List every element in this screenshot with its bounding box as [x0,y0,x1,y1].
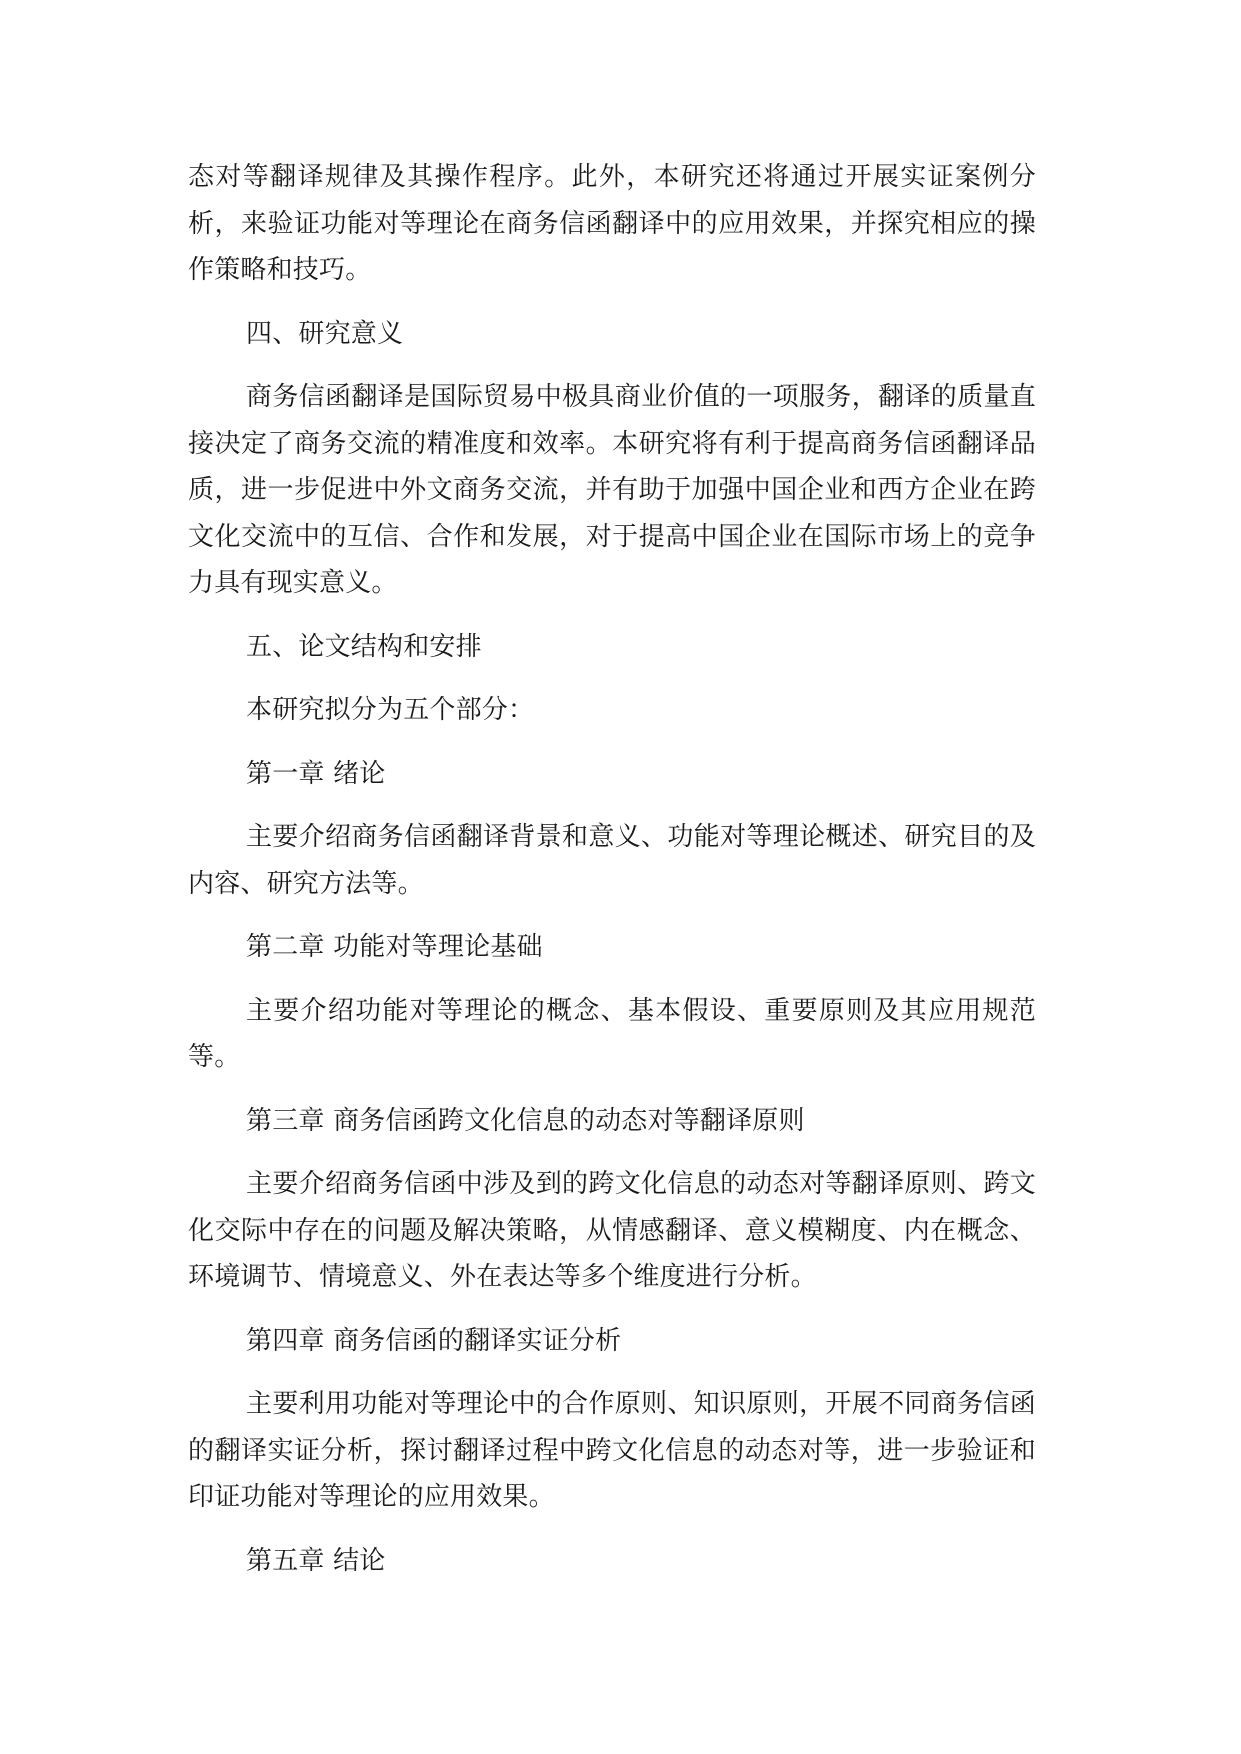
chapter-heading-5: 第五章 结论 [246,1545,386,1576]
chapter-description-4: 主要利用功能对等理论中的合作原则、知识原则，开展不同商务信函的翻译实证分析，探讨翻译过程中跨文化信息的动态对等，进一步验证和印证功能对等理论的应用效果。 [188,1389,1036,1512]
paragraph-research-content-continued: 态对等翻译规律及其操作程序。此外，本研究还将通过开展实证案例分析，来验证功能对等理论在商务信函翻译中的应用效果，并探究相应的操作策略和技巧。 [188,162,1036,285]
chapter-heading-1: 第一章 绪论 [246,758,386,789]
section-heading-thesis-structure: 五、论文结构和安排 [246,631,482,662]
document-body [188,154,1036,1584]
chapter-description-2: 主要介绍功能对等理论的概念、基本假设、重要原则及其应用规范等。 [188,995,1036,1072]
chapter-heading-2: 第二章 功能对等理论基础 [246,932,543,962]
section-heading-research-significance: 四、研究意义 [246,318,404,349]
chapter-description-3: 主要介绍商务信函中涉及到的跨文化信息的动态对等翻译原则、跨文化交际中存在的问题及解决策略，从情感翻译、意义模糊度、内在概念、环境调节、情境意义、外在表达等多个维度进行分析。 [188,1169,1036,1292]
chapter-heading-3: 第三章 商务信函跨文化信息的动态对等翻译原则 [246,1105,805,1136]
chapter-heading-4: 第四章 商务信函的翻译实证分析 [246,1325,622,1356]
paragraph-research-significance: 商务信函翻译是国际贸易中极具商业价值的一项服务，翻译的质量直接决定了商务交流的精准度和效率。本研究将有利于提高商务信函翻译品质，进一步促进中外文商务交流，并有助于加强中国企业和西方企业在跨文化交流中的互信、合作和发展，对于提高中国企业在国际市场上的竞争力具有现实意义。 [188,382,1036,598]
chapter-description-1: 主要介绍商务信函翻译背景和意义、功能对等理论概述、研究目的及内容、研究方法等。 [188,822,1036,899]
paragraph-structure-intro: 本研究拟分为五个部分： [246,695,535,725]
